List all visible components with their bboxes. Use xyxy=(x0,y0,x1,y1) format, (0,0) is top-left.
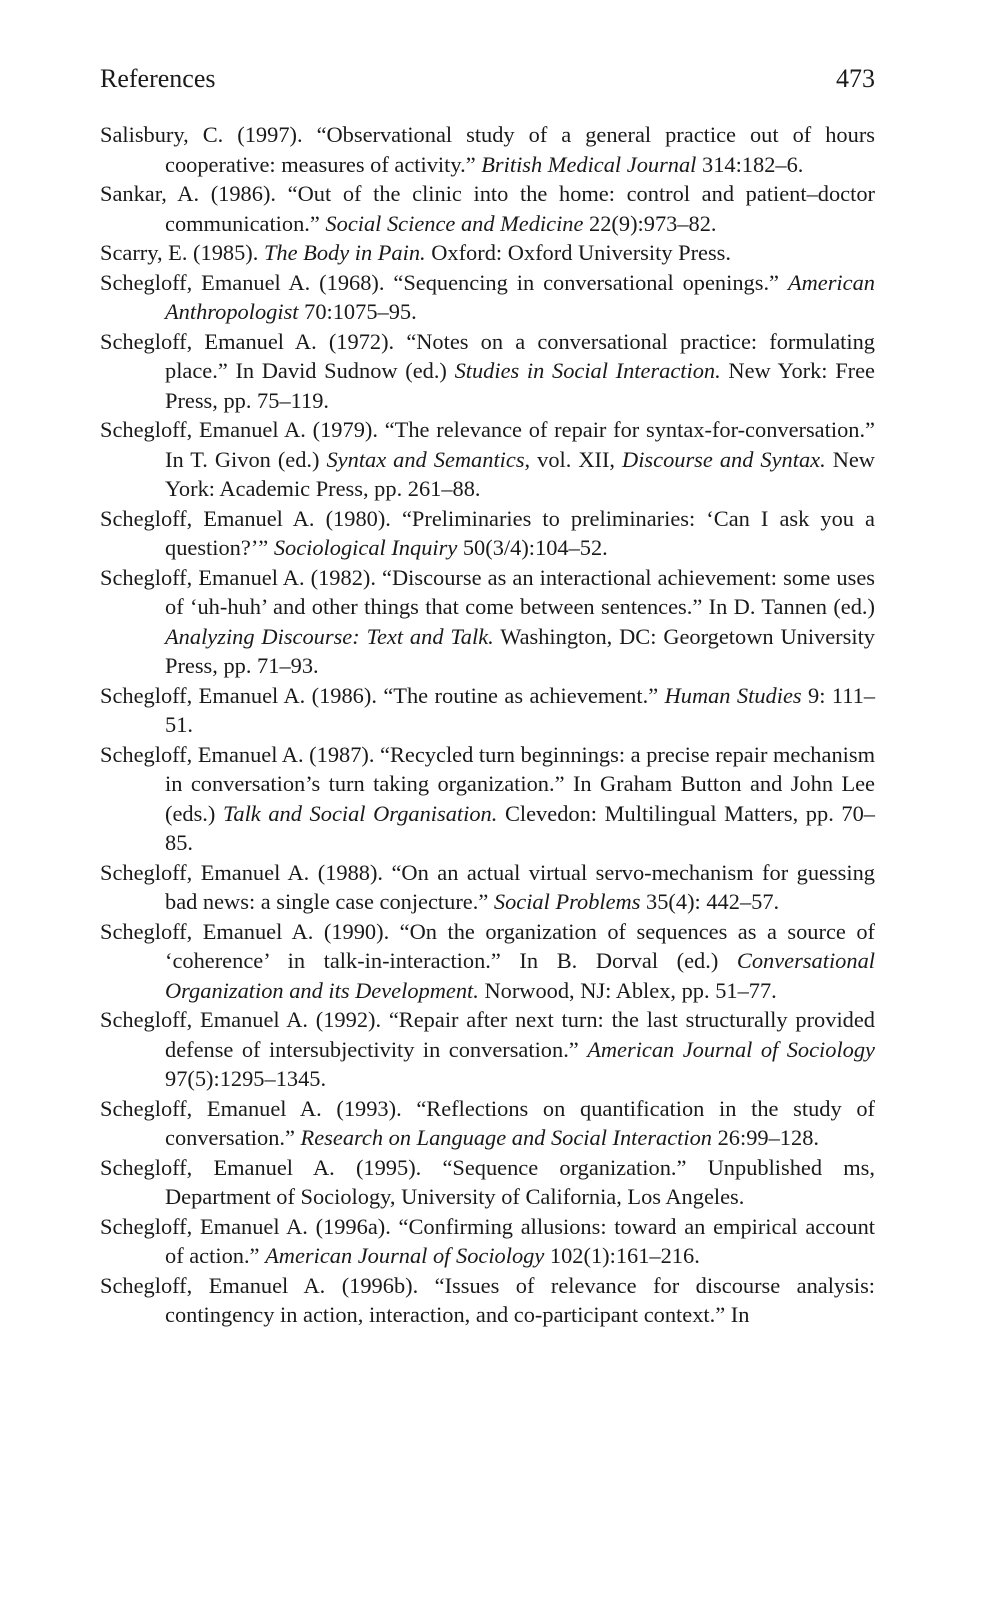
reference-entry xyxy=(100,120,875,179)
reference-entry xyxy=(100,681,875,740)
reference-text: Schegloff, Emanuel A. (1982). “Discourse as an interactional achievement: some uses of ‘uh-huh’ and other things that come between sentences.” In D. Tannen (ed.) xyxy=(100,564,875,619)
reference-text: Schegloff, Emanuel A. (1995). “Sequence organization.” Unpublished ms, Department of Sociology, University of California, Los Angeles. xyxy=(100,1154,875,1209)
reference-entry xyxy=(100,1212,875,1271)
reference-text: Clevedon: Multilingual Matters, pp. 70–85. xyxy=(165,800,875,855)
reference-list xyxy=(100,120,875,1330)
reference-text: 9: 111–51. xyxy=(165,682,876,737)
reference-source-title: Social Science and Medicine xyxy=(325,210,584,236)
reference-source-title: Studies in Social Interaction. xyxy=(454,358,721,383)
reference-text: Schegloff, Emanuel A. (1972). “Notes on a conversational practice: formulating place.” In David Sudnow (ed.) xyxy=(100,328,875,383)
reference-source-title: American Journal of Sociology xyxy=(265,1243,545,1268)
reference-source-title: American Journal of Sociology xyxy=(587,1036,875,1062)
reference-source-title: Conversational Organization and its Development. xyxy=(165,948,875,1003)
reference-source-title: Human Studies xyxy=(664,682,802,708)
reference-text: 70:1075–95. xyxy=(298,299,417,324)
reference-source-title: Sociological Inquiry xyxy=(273,535,458,560)
reference-entry xyxy=(100,327,875,416)
reference-text: Schegloff, Emanuel A. (1987). “Recycled turn beginnings: a precise repair mechanism in conversation’s turn taking organization.” In Graham Button and John Lee (eds.) xyxy=(100,741,875,826)
reference-text: , vol. XII, xyxy=(524,446,623,472)
reference-text: Schegloff, Emanuel A. (1968). “Sequencing in conversational openings.” xyxy=(100,269,788,295)
document-page xyxy=(100,62,875,1330)
reference-entry xyxy=(100,238,875,268)
reference-source-title: The Body in Pain. xyxy=(263,240,426,265)
reference-text: 22(9):973–82. xyxy=(583,210,717,236)
reference-entry xyxy=(100,179,875,238)
reference-source-title: American Anthropologist xyxy=(165,269,875,324)
reference-text: Washington, DC: Georgetown University Press, pp. 71–93. xyxy=(165,623,875,678)
reference-text: Schegloff, Emanuel A. (1979). “The relevance of repair for syntax-for-conversation.” In T. Givon (ed.) xyxy=(100,417,875,472)
reference-source-title: British Medical Journal xyxy=(481,151,697,177)
reference-text: New York: Free Press, pp. 75–119. xyxy=(165,358,875,413)
reference-text: 97(5):1295–1345. xyxy=(165,1066,327,1091)
reference-source-title: Talk and Social Organisation. xyxy=(222,800,498,826)
reference-text: Sankar, A. (1986). “Out of the clinic into the home: control and patient–doctor communication.” xyxy=(100,181,875,236)
reference-entry xyxy=(100,1271,875,1330)
reference-entry xyxy=(100,917,875,1006)
reference-text: Schegloff, Emanuel A. (1996a). “Confirming allusions: toward an empirical account of action.” xyxy=(100,1213,875,1268)
reference-text: 26:99–128. xyxy=(712,1125,819,1150)
reference-entry xyxy=(100,1005,875,1094)
reference-entry xyxy=(100,1094,875,1153)
reference-text: Schegloff, Emanuel A. (1990). “On the organization of sequences as a source of ‘coherence’ in talk-in-interaction.” In B. Dorval (ed.) xyxy=(100,918,875,973)
reference-text: 50(3/4):104–52. xyxy=(457,535,608,560)
reference-entry xyxy=(100,268,875,327)
reference-text: Salisbury, C. (1997). “Observational study of a general practice out of hours cooperative: measures of activity.” xyxy=(100,122,875,177)
reference-text: Schegloff, Emanuel A. (1992). “Repair after next turn: the last structurally provided defense of intersubjectivity in conversation.” xyxy=(100,1007,875,1062)
reference-text: Norwood, NJ: Ablex, pp. 51–77. xyxy=(478,977,777,1003)
reference-text: Schegloff, Emanuel A. (1980). “Preliminaries to preliminaries: ‘Can I ask you a question?’” xyxy=(100,505,875,560)
reference-source-title: Research on Language and Social Interaction xyxy=(300,1125,713,1150)
reference-text: Schegloff, Emanuel A. (1986). “The routine as achievement.” xyxy=(100,682,665,708)
reference-source-title: Syntax and Semantics xyxy=(326,446,525,472)
reference-source-title: Social Problems xyxy=(493,889,641,914)
reference-entry xyxy=(100,858,875,917)
reference-text: Schegloff, Emanuel A. (1993). “Reflections on quantification in the study of conversation.” xyxy=(100,1095,875,1150)
reference-text: Oxford: Oxford University Press. xyxy=(425,240,731,265)
reference-text: 35(4): 442–57. xyxy=(640,889,780,914)
reference-entry xyxy=(100,563,875,681)
reference-entry xyxy=(100,415,875,504)
running-header xyxy=(100,62,875,96)
page-number: 473 xyxy=(836,64,875,93)
reference-text: Schegloff, Emanuel A. (1996b). “Issues of relevance for discourse analysis: contingency in action, interaction, and co-participant context.” In xyxy=(100,1272,875,1327)
reference-text: 102(1):161–216. xyxy=(544,1243,700,1268)
reference-entry xyxy=(100,1153,875,1212)
reference-text: 314:182–6. xyxy=(696,151,804,177)
reference-text: New York: Academic Press, pp. 261–88. xyxy=(165,446,875,501)
reference-source-title: Discourse and Syntax. xyxy=(622,446,826,472)
reference-source-title: Analyzing Discourse: Text and Talk. xyxy=(165,623,494,649)
reference-text: Scarry, E. (1985). xyxy=(100,240,264,265)
reference-entry xyxy=(100,740,875,858)
reference-text: Schegloff, Emanuel A. (1988). “On an actual virtual servo-mechanism for guessing bad news: a single case conjecture.” xyxy=(100,859,875,914)
section-title: References xyxy=(100,64,216,93)
reference-entry xyxy=(100,504,875,563)
